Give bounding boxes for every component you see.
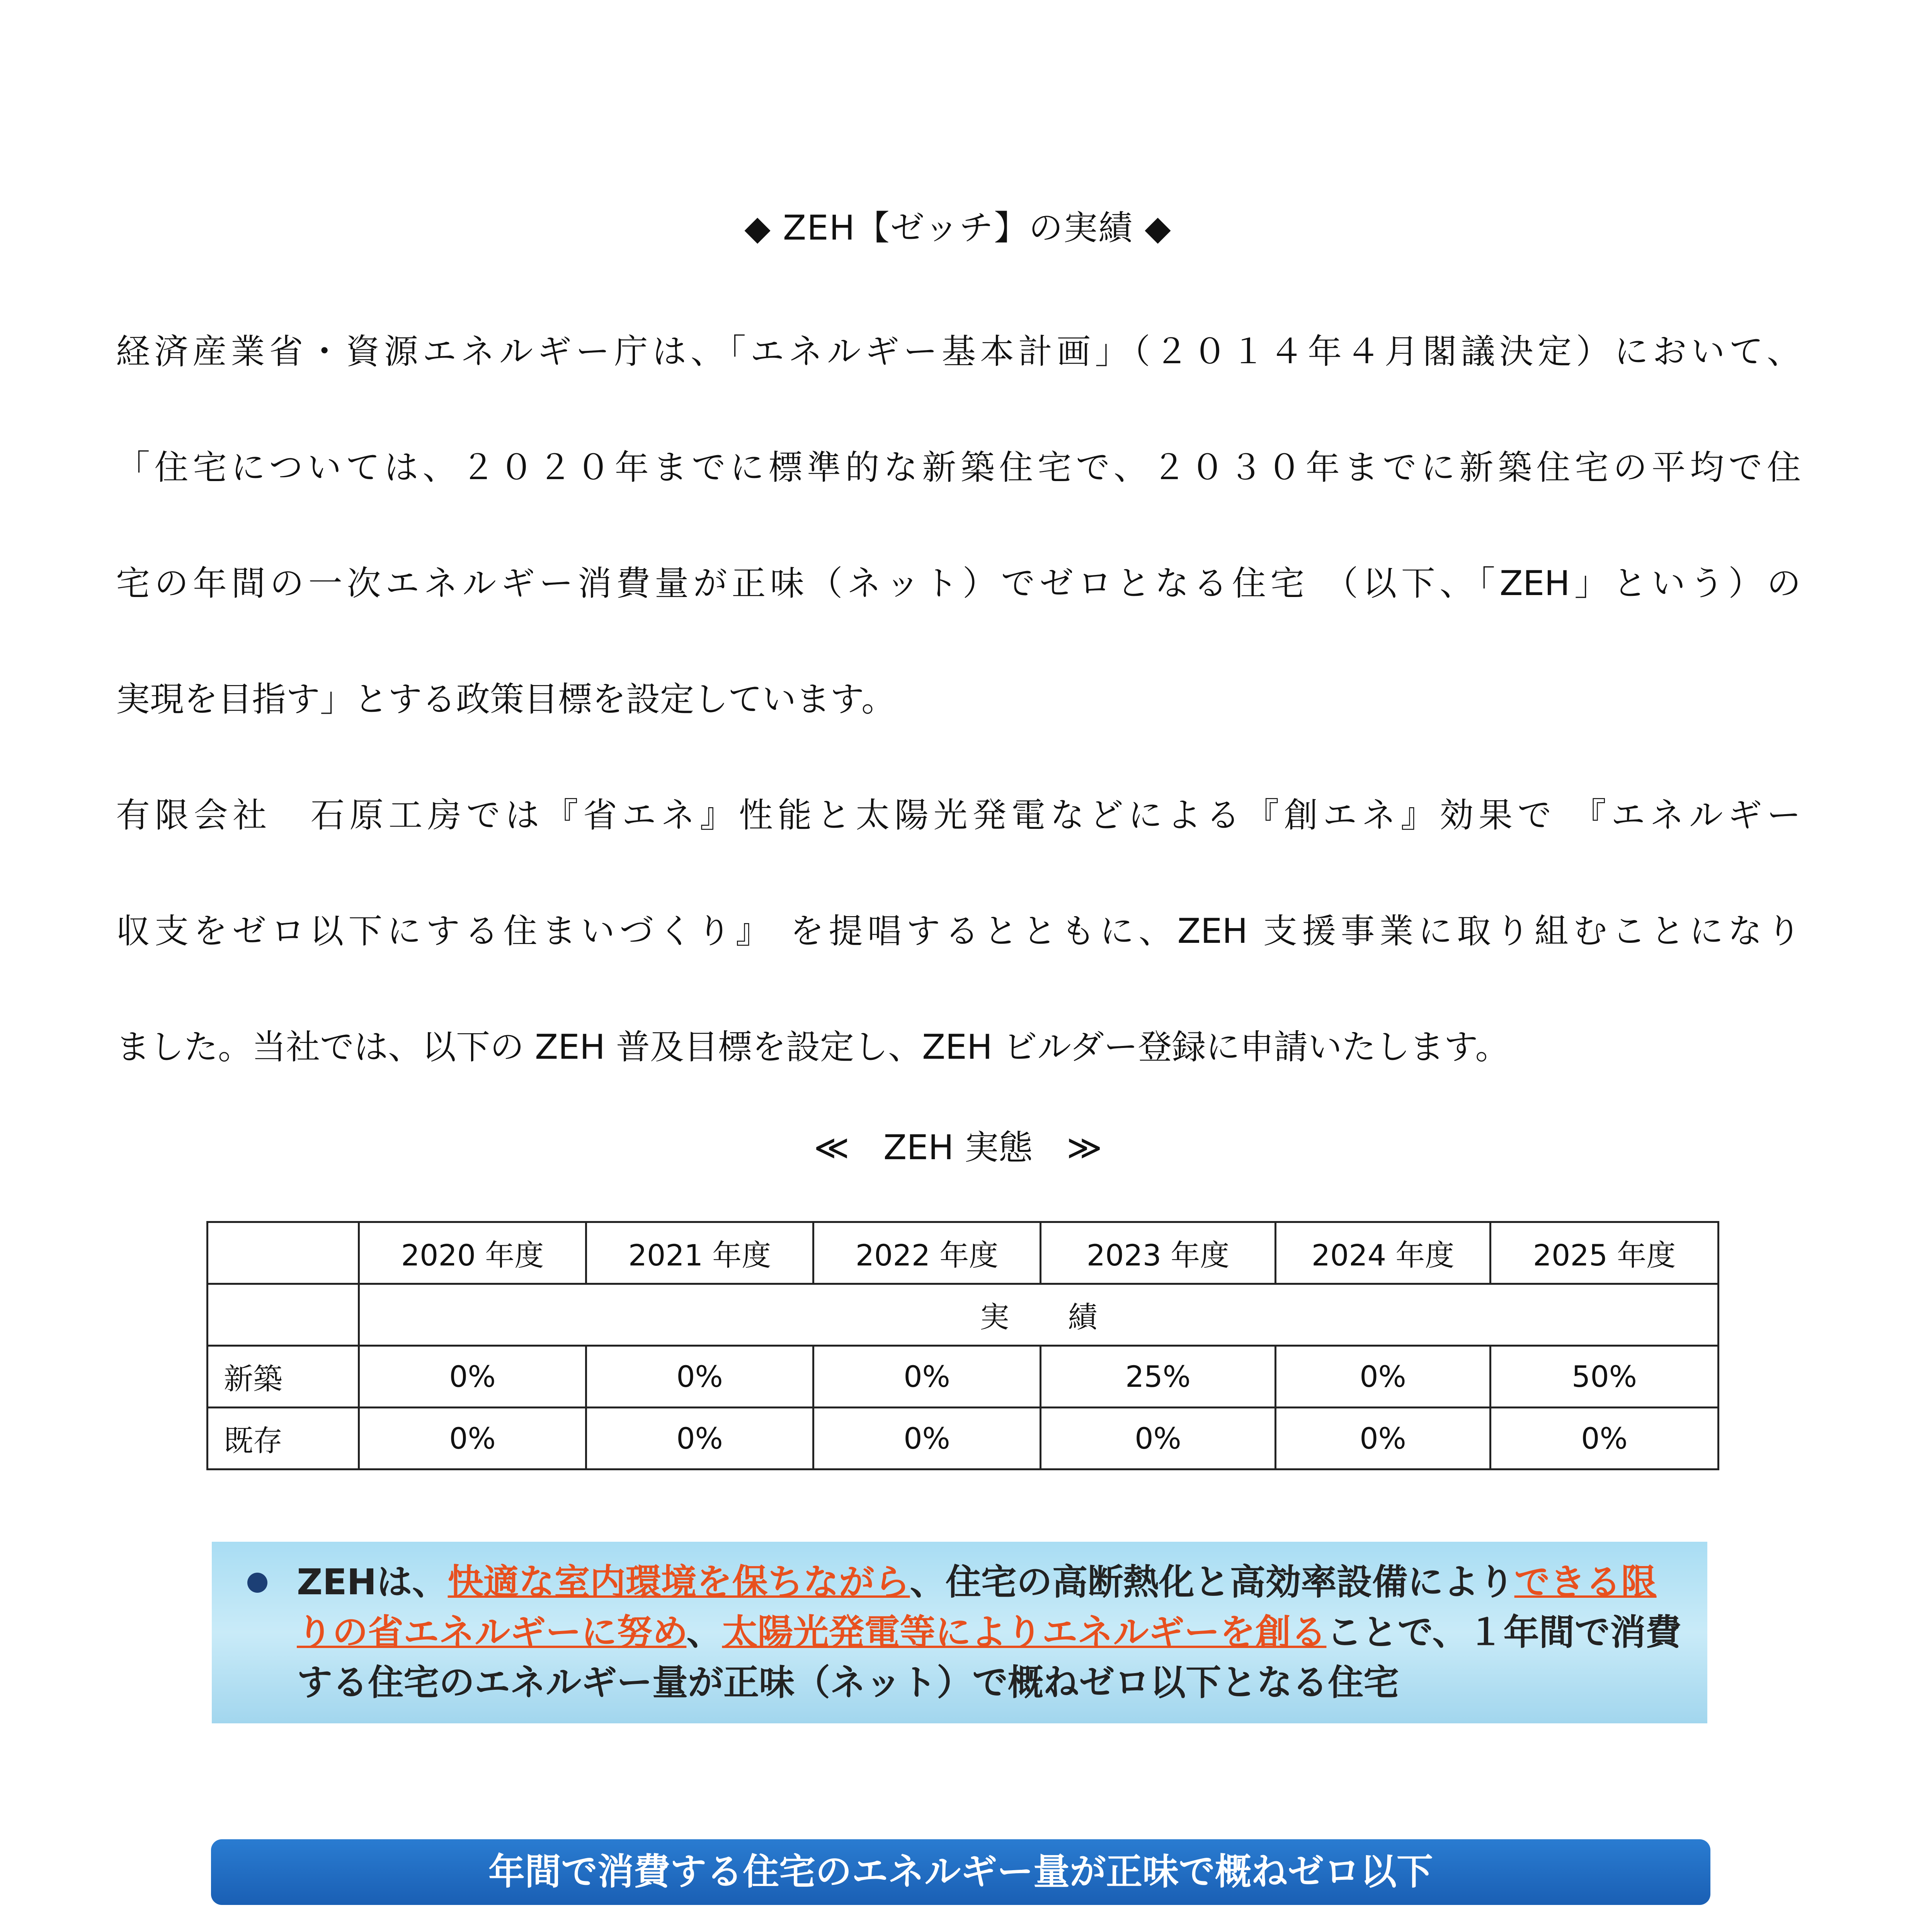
table-cell: 0% bbox=[586, 1408, 813, 1469]
paragraph-line: 収支をゼロ以下にする住まいづくり』 を提唱するとともに、ZEH 支援事業に取り組むことになり bbox=[116, 911, 1801, 951]
table-header-row bbox=[208, 1222, 1719, 1284]
table-cell: 0% bbox=[586, 1346, 813, 1408]
row-label: 新築 bbox=[208, 1346, 359, 1408]
zeh-definition-callout bbox=[212, 1542, 1707, 1723]
intro-paragraph bbox=[116, 294, 1801, 757]
company-paragraph bbox=[116, 757, 1801, 1105]
paragraph-line: 有限会社 石原工房では『省エネ』性能と太陽光発電などによる『創エネ』効果で 『エネルギー bbox=[116, 795, 1801, 835]
callout-text-part: ことで、１年間で消費する住宅のエネルギー量が正味（ネット）で概ねゼロ以下となる住宅 bbox=[297, 1612, 1681, 1703]
callout-highlight: 快適な室内環境を保ちながら bbox=[448, 1561, 910, 1603]
table-cell: 0% bbox=[813, 1408, 1041, 1469]
callout-highlight: 太陽光発電等によりエネルギーを創る bbox=[722, 1612, 1327, 1653]
callout-text-part: ZEHは、 bbox=[297, 1561, 448, 1603]
year-header: 2021 年度 bbox=[586, 1222, 813, 1284]
table-blank-cell bbox=[208, 1284, 359, 1346]
paragraph-line: 「住宅については、２０２０年までに標準的な新築住宅で、２０３０年までに新築住宅の平均で住 bbox=[116, 447, 1801, 487]
results-subheader: 実 績 bbox=[359, 1284, 1719, 1346]
table-subheader-row bbox=[208, 1284, 1719, 1346]
table-cell: 0% bbox=[1041, 1408, 1276, 1469]
table-cell: 0% bbox=[1276, 1408, 1491, 1469]
callout-text-part: 、 bbox=[686, 1612, 722, 1653]
row-label: 既存 bbox=[208, 1408, 359, 1469]
table-cell: 0% bbox=[1491, 1408, 1719, 1469]
year-header: 2020 年度 bbox=[359, 1222, 586, 1284]
paragraph-line: ました。当社では、以下の ZEH 普及目標を設定し、ZEH ビルダー登録に申請いたします。 bbox=[116, 1027, 1509, 1067]
table-title: ≪ ZEH 実態 ≫ bbox=[813, 1128, 1103, 1167]
table-cell: 0% bbox=[359, 1346, 586, 1408]
table-cell: 25% bbox=[1041, 1346, 1276, 1408]
paragraph-line: 宅の年間の一次エネルギー消費量が正味（ネット）でゼロとなる住宅 （以下、「ZEH」という）の bbox=[116, 563, 1801, 603]
zero-energy-banner: 年間で消費する住宅のエネルギー量が正味で概ねゼロ以下 bbox=[211, 1839, 1710, 1905]
paragraph-line: 実現を目指す」とする政策目標を設定しています。 bbox=[116, 679, 895, 719]
year-header: 2023 年度 bbox=[1041, 1222, 1276, 1284]
paragraph-line: 経済産業省・資源エネルギー庁は、「エネルギー基本計画」（２０１４年４月閣議決定）において、 bbox=[116, 332, 1801, 371]
zeh-results-table bbox=[206, 1221, 1719, 1470]
table-row bbox=[208, 1346, 1719, 1408]
year-header: 2024 年度 bbox=[1276, 1222, 1491, 1284]
table-cell: 50% bbox=[1491, 1346, 1719, 1408]
table-corner-cell bbox=[208, 1222, 359, 1284]
table-cell: 0% bbox=[359, 1408, 586, 1469]
year-header: 2025 年度 bbox=[1491, 1222, 1719, 1284]
callout-text-part: 、住宅の高断熱化と高効率設備により bbox=[910, 1561, 1514, 1603]
callout-text bbox=[297, 1557, 1684, 1708]
callout-highlight: できる限りの省エネルギーに努め bbox=[297, 1561, 1657, 1653]
year-header: 2022 年度 bbox=[813, 1222, 1041, 1284]
table-cell: 0% bbox=[1276, 1346, 1491, 1408]
page-heading: ◆ ZEH【ゼッチ】の実績 ◆ bbox=[744, 208, 1172, 248]
table-cell: 0% bbox=[813, 1346, 1041, 1408]
bullet-icon bbox=[247, 1573, 267, 1593]
table-row bbox=[208, 1408, 1719, 1469]
